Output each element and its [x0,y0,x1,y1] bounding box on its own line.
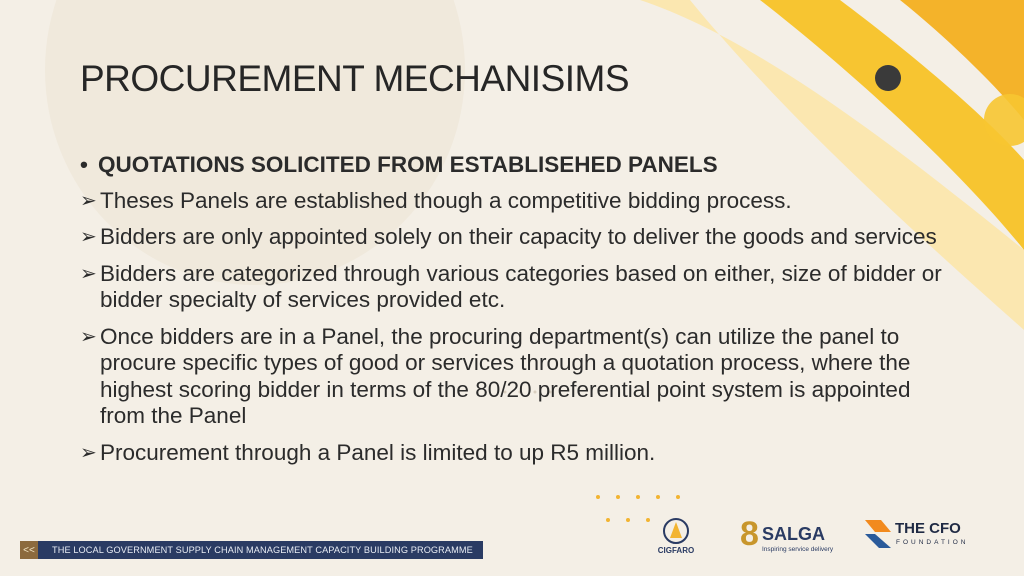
cigfaro-logo [650,516,702,562]
cfo-name: THE CFO [895,520,961,537]
cfo-foundation-logo [865,518,980,552]
page-title: PROCUREMENT MECHANISIMS [80,58,630,99]
list-item-text: Theses Panels are established though a competitive bidding process. [100,187,792,213]
cigfaro-emblem-icon [650,516,702,546]
cigfaro-name: CIGFARO [657,546,695,555]
salga-tagline: Inspiring service delivery [762,546,834,553]
salga-mark: 8 [740,515,759,553]
chevron-left-icon[interactable]: << [20,541,38,559]
list-item [80,224,960,251]
arrow-bullet-icon: ➢ [80,441,97,464]
list-item-text: Bidders are only appointed solely on their capacity to deliver the goods and services [100,224,937,249]
bullet-dot-icon: • [80,152,88,177]
cfo-subtitle: FOUNDATION [896,539,969,546]
list-item-text: Procurement through a Panel is limited to up R5 million. [100,439,656,465]
footer-bar [20,541,483,559]
salga-name: SALGA [762,524,825,544]
arrow-bullet-icon: ➢ [80,226,97,248]
heading-bullet-text: QUOTATIONS SOLICITED FROM ESTABLISEHED PANELS [98,152,718,177]
list-item [80,261,960,314]
cfo-chevron-icon [865,518,893,550]
arrow-bullet-icon: ➢ [80,325,97,348]
list-item [80,440,960,467]
salga-logo [740,514,835,560]
slide-content [80,152,960,476]
heading-bullet [80,152,960,179]
list-item-text: Bidders are categorized through various categories based on either, size of bidder or bidder specialty of services provided etc. [100,260,942,312]
arrow-bullet-icon: ➢ [80,189,97,212]
footer-programme-text: THE LOCAL GOVERNMENT SUPPLY CHAIN MANAGEMENT CAPACITY BUILDING PROGRAMME [52,545,473,555]
arrow-bullet-icon: ➢ [80,262,97,285]
list-item [80,324,960,430]
list-item-text: Once bidders are in a Panel, the procuring department(s) can utilize the panel to procure specific types of good or services through a quotation process, where the highest scoring bidder in terms of the 80/20 preferential point system is appointed from the Panel [100,323,911,428]
list-item [80,188,960,215]
